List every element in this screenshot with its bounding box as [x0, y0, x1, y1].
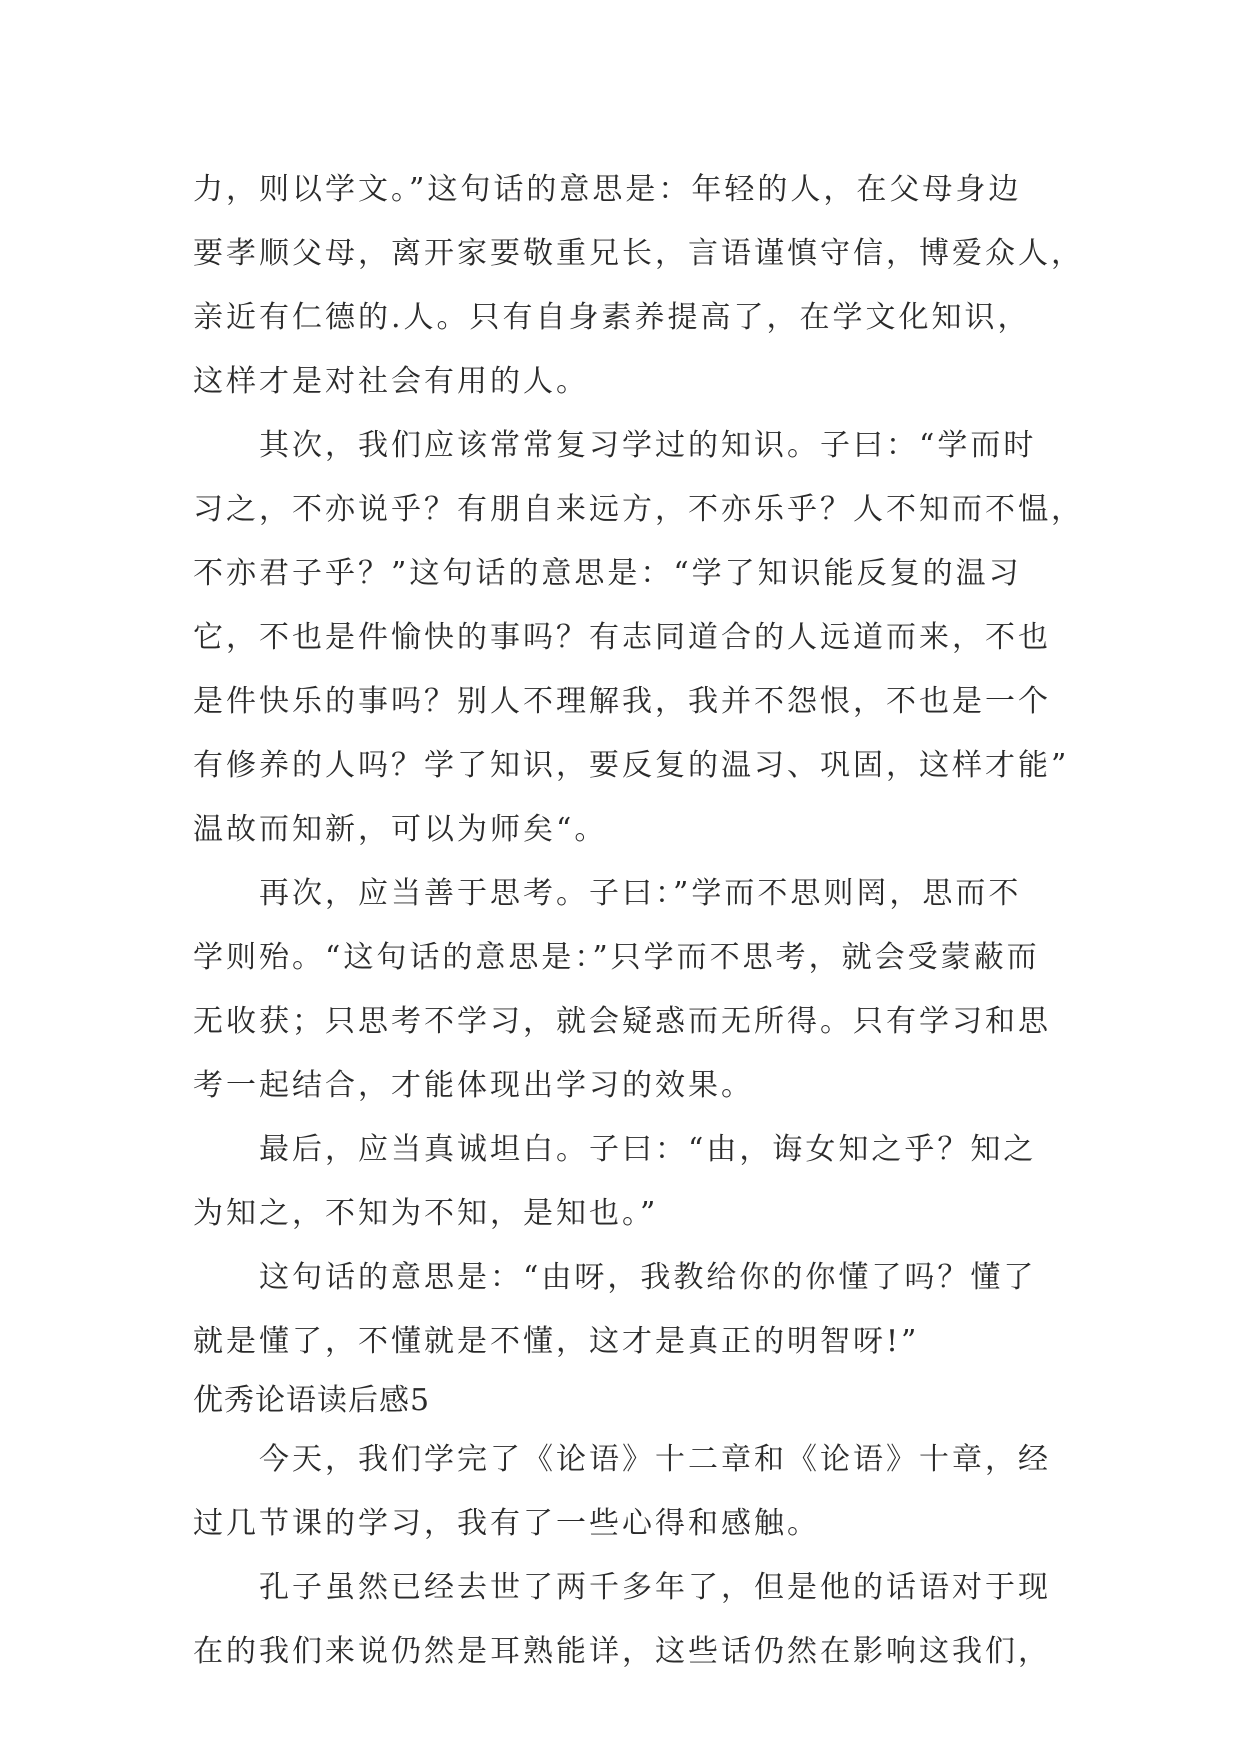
text-line: 力，则以学文。”这句话的意思是：年轻的人，在父母身边	[193, 172, 1022, 207]
text-line: 过几节课的学习，我有了一些心得和感触。	[193, 1506, 820, 1541]
text-line: 亲近有仁德的.人。只有自身素养提高了，在学文化知识，	[193, 300, 1031, 335]
document-body	[193, 158, 1093, 1684]
text-line: 这样才是对社会有用的人。	[193, 364, 589, 399]
text-line: 就是懂了，不懂就是不懂，这才是真正的明智呀!”	[193, 1324, 920, 1359]
paragraph	[193, 1246, 1093, 1374]
paragraph	[193, 862, 1093, 1118]
text-line: 是件快乐的事吗？别人不理解我，我并不怨恨，不也是一个	[193, 684, 1051, 719]
text-line: 要孝顺父母，离开家要敬重兄长，言语谨慎守信，博爱众人，	[193, 236, 1084, 271]
paragraph	[193, 1428, 1093, 1556]
text-line: 今天，我们学完了《论语》十二章和《论语》十章，经	[259, 1442, 1051, 1477]
text-line: 这句话的意思是：“由呀，我教给你的你懂了吗？懂了	[259, 1260, 1037, 1295]
text-line: 其次，我们应该常常复习学过的知识。子曰：“学而时	[259, 428, 1037, 463]
text-line: 学则殆。“这句话的意思是：”只学而不思考，就会受蒙蔽而	[193, 940, 1040, 975]
section-heading: 优秀论语读后感5	[193, 1383, 431, 1418]
text-line: 孔子虽然已经去世了两千多年了，但是他的话语对于现	[259, 1570, 1051, 1605]
text-line: 它，不也是件愉快的事吗？有志同道合的人远道而来，不也	[193, 620, 1051, 655]
paragraph	[193, 414, 1093, 862]
text-line: 有修养的人吗？学了知识，要反复的温习、巩固，这样才能”	[193, 748, 1070, 783]
text-line: 习之，不亦说乎？有朋自来远方，不亦乐乎？人不知而不愠，	[193, 492, 1084, 527]
text-line: 为知之，不知为不知，是知也。”	[193, 1196, 659, 1231]
paragraph	[193, 1118, 1093, 1246]
text-line: 温故而知新，可以为师矣“。	[193, 812, 608, 847]
text-line: 在的我们来说仍然是耳熟能详，这些话仍然在影响这我们，	[193, 1634, 1051, 1669]
text-line: 考一起结合，才能体现出学习的效果。	[193, 1068, 754, 1103]
text-line: 最后，应当真诚坦白。子曰：“由，诲女知之乎？知之	[259, 1132, 1037, 1167]
text-line: 再次，应当善于思考。子曰：”学而不思则罔，思而不	[259, 876, 1022, 911]
text-line: 无收获；只思考不学习，就会疑惑而无所得。只有学习和思	[193, 1004, 1051, 1039]
paragraph	[193, 158, 1093, 414]
paragraph	[193, 1556, 1093, 1684]
text-line: 不亦君子乎？”这句话的意思是：“学了知识能反复的温习	[193, 556, 1022, 591]
